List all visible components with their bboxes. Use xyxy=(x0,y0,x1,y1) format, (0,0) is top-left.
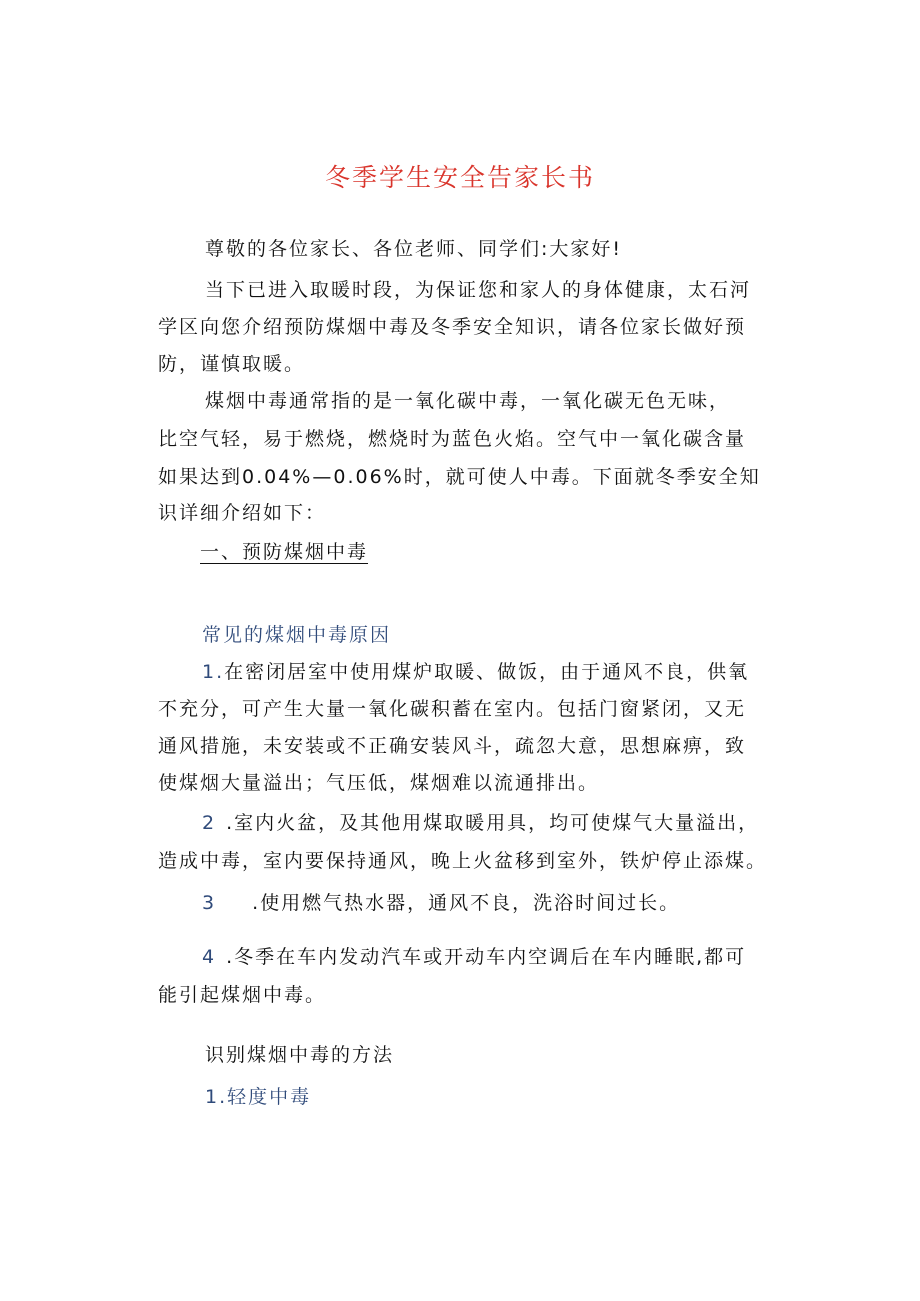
co-line-3: 如果达到0.04%—0.06%时，就可使人中毒。下面就冬季安全知 xyxy=(158,466,761,488)
co-line-1: 煤烟中毒通常指的是一氧化碳中毒，一氧化碳无色无味， xyxy=(205,390,731,412)
cause-item-3-number: 3 xyxy=(202,892,217,914)
mild-poisoning-label: 轻度中毒 xyxy=(227,1086,312,1108)
intro-line-1: 当下已进入取暖时段，为保证您和家人的身体健康，太石河 xyxy=(205,279,752,301)
intro-line-3: 防，谨慎取暖。 xyxy=(158,353,306,375)
identify-heading: 识别煤烟中毒的方法 xyxy=(205,1044,395,1066)
co-line-4: 识详细介绍如下： xyxy=(158,502,327,524)
cause-item-4-line-2: 能引起煤烟中毒。 xyxy=(158,984,327,1006)
cause-item-1-line-2: 不充分，可产生大量一氧化碳积蓄在室内。包括门窗紧闭，又无 xyxy=(158,698,747,720)
mild-poisoning-item xyxy=(205,1082,311,1109)
co-line-2: 比空气轻，易于燃烧，燃烧时为蓝色火焰。空气中一氧化碳含量 xyxy=(158,428,747,450)
cause-item-3-text: .使用燃气热水器，通风不良，洗浴时间过长。 xyxy=(252,892,681,914)
cause-item-1-number: 1. xyxy=(202,661,225,683)
cause-item-4-line-1 xyxy=(202,942,746,969)
causes-heading: 常见的煤烟中毒原因 xyxy=(202,624,392,646)
cause-item-2-line-1 xyxy=(202,808,759,835)
mild-poisoning-number: 1. xyxy=(205,1086,228,1108)
intro-line-2: 学区向您介绍预防煤烟中毒及冬季安全知识，请各位家长做好预 xyxy=(158,316,747,338)
cause-item-2-text: .室内火盆，及其他用煤取暖用具，均可使煤气大量溢出， xyxy=(226,812,760,834)
cause-item-4-number: 4 xyxy=(202,946,217,968)
cause-item-1-line-1 xyxy=(202,657,749,684)
cause-item-1-text: 在密闭居室中使用煤炉取暖、做饭，由于通风不良，供氧 xyxy=(224,661,750,683)
section-heading-1: 一、预防煤烟中毒 xyxy=(200,541,369,563)
cause-item-1-line-3: 通风措施，未安装或不正确安装风斗，疏忽大意，思想麻痹，致 xyxy=(158,735,747,757)
cause-item-4-text: .冬季在车内发动汽车或开动车内空调后在车内睡眠,都可 xyxy=(226,946,747,968)
cause-item-2-line-2: 造成中毒，室内要保持通风，晚上火盆移到室外，铁炉停止添煤。 xyxy=(158,850,768,872)
cause-item-1-line-4: 使煤烟大量溢出；气压低，煤烟难以流通排出。 xyxy=(158,772,600,794)
cause-item-2-number: 2 xyxy=(202,812,217,834)
document-title: 冬季学生安全告家长书 xyxy=(324,163,595,192)
cause-item-3-line-1 xyxy=(202,888,680,915)
greeting: 尊敬的各位家长、各位老师、同学们:大家好! xyxy=(205,238,623,260)
